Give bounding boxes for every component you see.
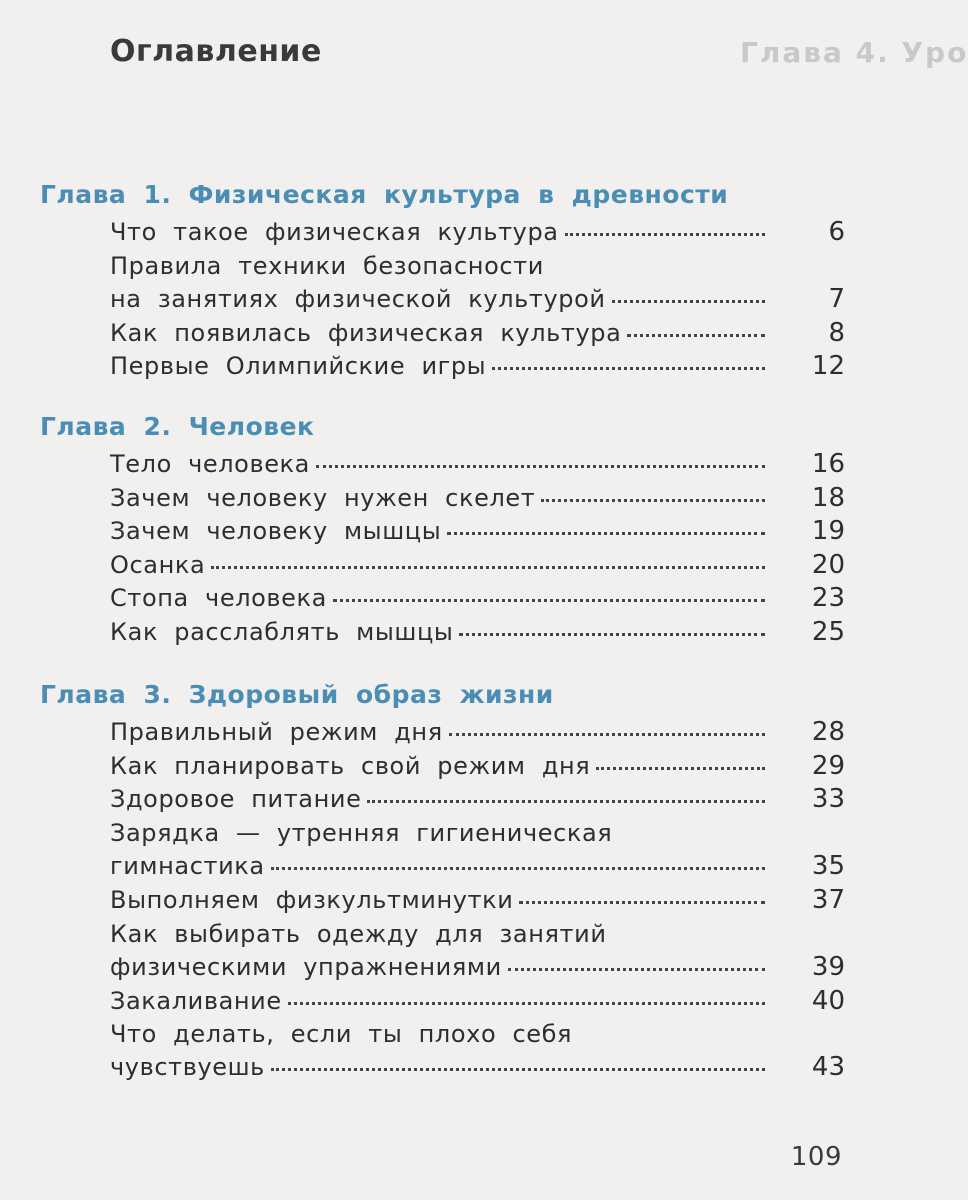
toc-entry[interactable]	[110, 549, 845, 582]
toc-entry[interactable]	[110, 582, 845, 615]
chapter-heading: Глава 1. Физическая культура в древности	[40, 180, 729, 209]
toc-entry[interactable]	[110, 985, 845, 1018]
dot-leader	[447, 532, 765, 535]
page-title: Оглавление	[110, 34, 322, 69]
toc-entry-title: Закаливание	[110, 986, 282, 1015]
toc-entry-page: 7	[828, 283, 845, 314]
toc-entry-page: 23	[811, 583, 845, 614]
toc-entry-title: Первые Олимпийские игры	[110, 352, 487, 381]
toc-entry-title: Стопа человека	[110, 584, 327, 613]
toc-entry[interactable]	[110, 783, 845, 816]
toc-entry[interactable]	[110, 884, 845, 917]
toc-entry-title: Выполняем физкультминутки	[110, 886, 514, 914]
toc-entry-title: Зачем человеку нужен скелет	[110, 483, 536, 512]
toc-entry[interactable]	[110, 482, 845, 515]
chapter-heading: Глава 3. Здоровый образ жизни	[40, 680, 554, 709]
chapter-heading: Глава 2. Человек	[40, 412, 315, 441]
dot-leader	[288, 1002, 765, 1005]
toc-entry[interactable]	[110, 448, 845, 481]
dot-leader	[449, 733, 765, 736]
toc-entry[interactable]	[110, 1018, 845, 1084]
toc-entry[interactable]	[110, 515, 845, 548]
dot-leader	[492, 367, 765, 370]
dot-leader	[596, 767, 765, 770]
dot-leader	[541, 499, 765, 502]
dot-leader	[333, 599, 765, 602]
toc-entry-page: 33	[811, 784, 845, 815]
dot-leader	[627, 334, 765, 337]
toc-entry-page: 39	[811, 951, 845, 982]
dot-leader	[211, 566, 765, 569]
toc-entry-title: на занятиях физической культурой	[110, 284, 606, 313]
toc-entry[interactable]	[110, 317, 845, 350]
dot-leader	[459, 633, 765, 636]
toc-entry-title: Как расслаблять мышцы	[110, 618, 454, 646]
toc-entry[interactable]	[110, 350, 845, 383]
toc-entry-page: 25	[811, 617, 845, 647]
toc-entry-first-line: Что делать, если ты плохо себя	[110, 1020, 573, 1049]
toc-entry-title: Как планировать свой режим дня	[110, 751, 591, 780]
toc-entry-title: Что такое физическая культура	[110, 218, 559, 246]
toc-entry-title: Здоровое питание	[110, 785, 362, 814]
toc-entry-page: 29	[811, 750, 845, 781]
dot-leader	[271, 867, 765, 870]
toc-entry-title: Зачем человеку мышцы	[110, 517, 442, 546]
toc-entry-page: 43	[811, 1052, 845, 1083]
toc-entry-title: гимнастика	[110, 851, 265, 880]
dot-leader	[271, 1068, 765, 1071]
toc-entry-first-line: Правила техники безопасности	[110, 251, 544, 280]
toc-entry-page: 40	[811, 985, 845, 1016]
toc-entry[interactable]	[110, 216, 845, 249]
toc-entry-title: Тело человека	[110, 450, 310, 478]
toc-entry-page: 28	[811, 717, 845, 747]
toc-entry-title: Правильный режим дня	[110, 718, 443, 746]
toc-entry-page: 37	[811, 885, 845, 915]
toc-entry-page: 35	[811, 850, 845, 881]
toc-entry[interactable]	[110, 616, 845, 649]
dot-leader	[508, 968, 765, 971]
toc-entry-title: физическими упражнениями	[110, 952, 502, 981]
toc-entry[interactable]	[110, 250, 845, 316]
dot-leader	[519, 901, 765, 904]
toc-entry-page: 20	[811, 549, 845, 580]
toc-entry-page: 8	[828, 317, 845, 348]
toc-entry-title: чувствуешь	[110, 1053, 265, 1082]
dot-leader	[565, 233, 765, 236]
toc-entry-page: 18	[811, 482, 845, 513]
toc-entry-page: 12	[811, 351, 845, 382]
toc-entry-first-line: Как выбирать одежду для занятий	[110, 919, 607, 948]
toc-entry[interactable]	[110, 750, 845, 783]
dot-leader	[316, 465, 765, 468]
toc-entry-page: 6	[828, 217, 845, 247]
toc-entry-title: Как появилась физическая культура	[110, 318, 622, 347]
toc-entry-page: 19	[811, 516, 845, 547]
toc-entry-title: Осанка	[110, 550, 206, 579]
dot-leader	[367, 800, 765, 803]
page-number: 109	[790, 1142, 842, 1172]
toc-entry[interactable]	[110, 817, 845, 883]
toc-entry[interactable]	[110, 918, 845, 984]
toc-entry[interactable]	[110, 716, 845, 749]
toc-entry-first-line: Зарядка — утренняя гигиеническая	[110, 818, 613, 847]
toc-entry-page: 16	[811, 449, 845, 479]
bleed-through-text: Глава 4. Уро	[740, 36, 968, 69]
dot-leader	[612, 300, 765, 303]
